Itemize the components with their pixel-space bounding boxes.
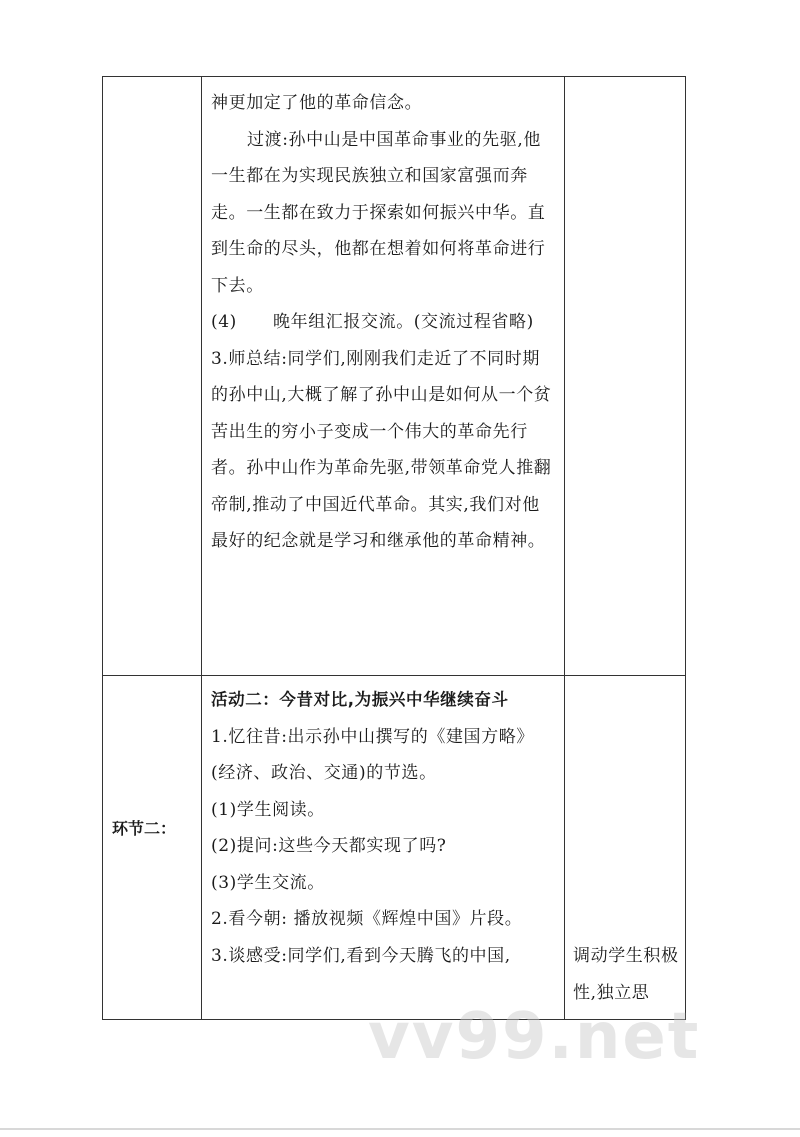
content-cell [202,676,565,1020]
text-line: 神更加定了他的革命信念。 [211,93,423,113]
list-item: (2)提问:这些今天都实现了吗? [211,836,447,856]
content-cell [202,77,565,676]
list-item: 2.看今朝: 播放视频《辉煌中国》片段。 [211,909,523,929]
transition-paragraph: 过渡:孙中山是中国革命事业的先驱,他一生都在为实现民族独立和国家富强而奔走。一生都在致力于探索如何振兴中华。直到生命的尽头，他都在想着如何将革命进行下去。 [211,129,546,296]
table-row [103,676,686,1020]
item-text: 晚年组汇报交流。(交流过程省略) [273,312,534,332]
item-number: (4) [211,312,237,332]
list-item: 1.忆往昔:出示孙中山撰写的《建国方略》(经济、政治、交通)的节选。 [211,726,534,783]
page-divider [0,1128,800,1130]
list-item: (3)学生交流。 [211,872,325,893]
item-4 [211,304,556,341]
watermark: vv99.net [368,1000,701,1074]
teacher-summary: 3.师总结:同学们,刚刚我们走近了不同时期的孙中山,大概了解了孙中山是如何从一个贫苦出生的穷小子变成一个伟大的革命先行者。孙中山作为革命先驱,带领革命党人推翻帝制,推动了中国近代革命。其实,我们对他最好的纪念就是学习和继承他的革命精神。 [211,348,552,551]
stage-cell-empty [103,77,202,676]
stage-label: 环节二： [103,676,202,1020]
list-item: 3.谈感受:同学们,看到今天腾飞的中国, [211,945,511,966]
note-cell [565,676,686,1020]
activity-heading: 活动二：今昔对比,为振兴中华继续奋斗 [211,690,509,709]
lesson-plan-table [102,76,686,1020]
list-item: (1)学生阅读。 [211,799,325,820]
note-cell-empty [565,77,686,676]
design-intent-note: 调动学生积极性,独立思 [573,946,679,1003]
table-row [103,77,686,676]
